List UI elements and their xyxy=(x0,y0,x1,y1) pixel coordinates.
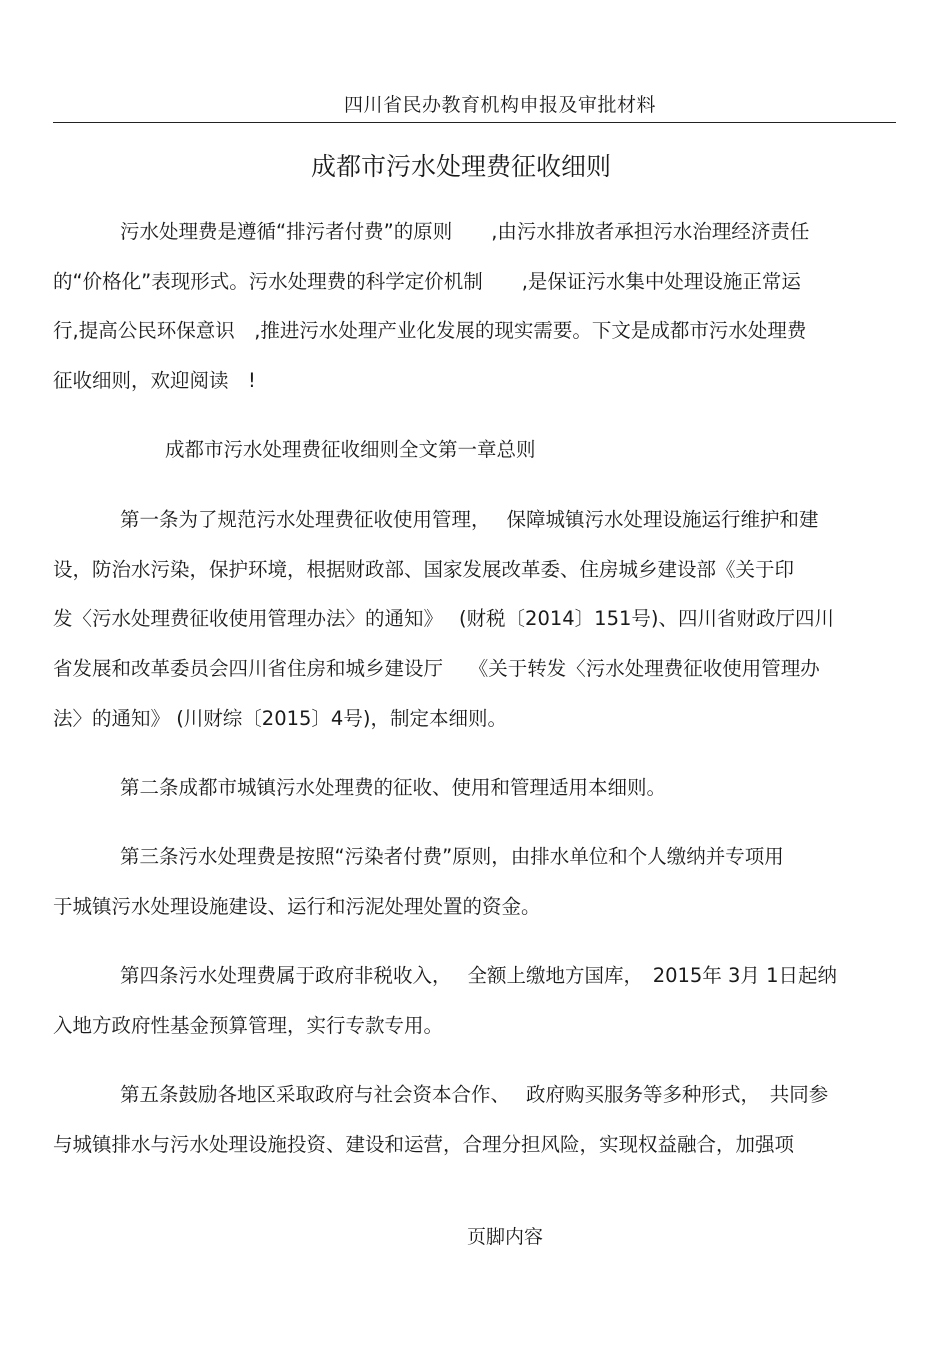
article-1-line: 发〈污水处理费征收使用管理办法〉的通知》 (财税〔2014〕151号)、四川省财政厅四川 xyxy=(53,607,835,630)
article-4-line: 入地方政府性基金预算管理，实行专款专用。 xyxy=(53,1014,444,1037)
intro-line: 污水处理费是遵循“排污者付费”的原则 ,由污水排放者承担污水治理经济责任 xyxy=(120,220,810,243)
intro-line: 征收细则，欢迎阅读 ! xyxy=(53,369,256,392)
article-3-line: 第三条污水处理费是按照“污染者付费”原则，由排水单位和个人缴纳并专项用 xyxy=(120,845,784,868)
header-divider xyxy=(53,122,896,123)
page-header-title: 四川省民办教育机构申报及审批材料 xyxy=(343,94,656,116)
article-4-line: 第四条污水处理费属于政府非税收入， 全额上缴地方国库， 2015年 3月 1日起纳 xyxy=(120,964,838,987)
article-5-line: 与城镇排水与污水处理设施投资、建设和运营，合理分担风险，实现权益融合，加强项 xyxy=(53,1133,795,1156)
article-1-line: 省发展和改革委员会四川省住房和城乡建设厅 《关于转发〈污水处理费征收使用管理办 xyxy=(53,657,820,680)
article-3-line: 于城镇污水处理设施建设、运行和污泥处理处置的资金。 xyxy=(53,895,541,918)
page-footer: 页脚内容 xyxy=(466,1226,543,1248)
article-5-line: 第五条鼓励各地区采取政府与社会资本合作、 政府购买服务等多种形式， 共同参 xyxy=(120,1083,829,1106)
article-1-line: 设，防治水污染，保护环境，根据财政部、国家发展改革委、住房城乡建设部《关于印 xyxy=(53,558,795,581)
intro-line: 的“价格化”表现形式。污水处理费的科学定价机制 ,是保证污水集中处理设施正常运 xyxy=(53,270,801,293)
intro-line: 行,提高公民环保意识 ,推进污水处理产业化发展的现实需要。下文是成都市污水处理费 xyxy=(53,319,807,342)
article-1-line: 法〉的通知》 (川财综〔2015〕4号)，制定本细则。 xyxy=(53,707,507,730)
section-heading: 成都市污水处理费征收细则全文第一章总则 xyxy=(165,438,536,461)
document-title: 成都市污水处理费征收细则 xyxy=(310,152,611,181)
article-2-line: 第二条成都市城镇污水处理费的征收、使用和管理适用本细则。 xyxy=(120,776,667,799)
article-1-line: 第一条为了规范污水处理费征收使用管理， 保障城镇污水处理设施运行维护和建 xyxy=(120,508,819,531)
